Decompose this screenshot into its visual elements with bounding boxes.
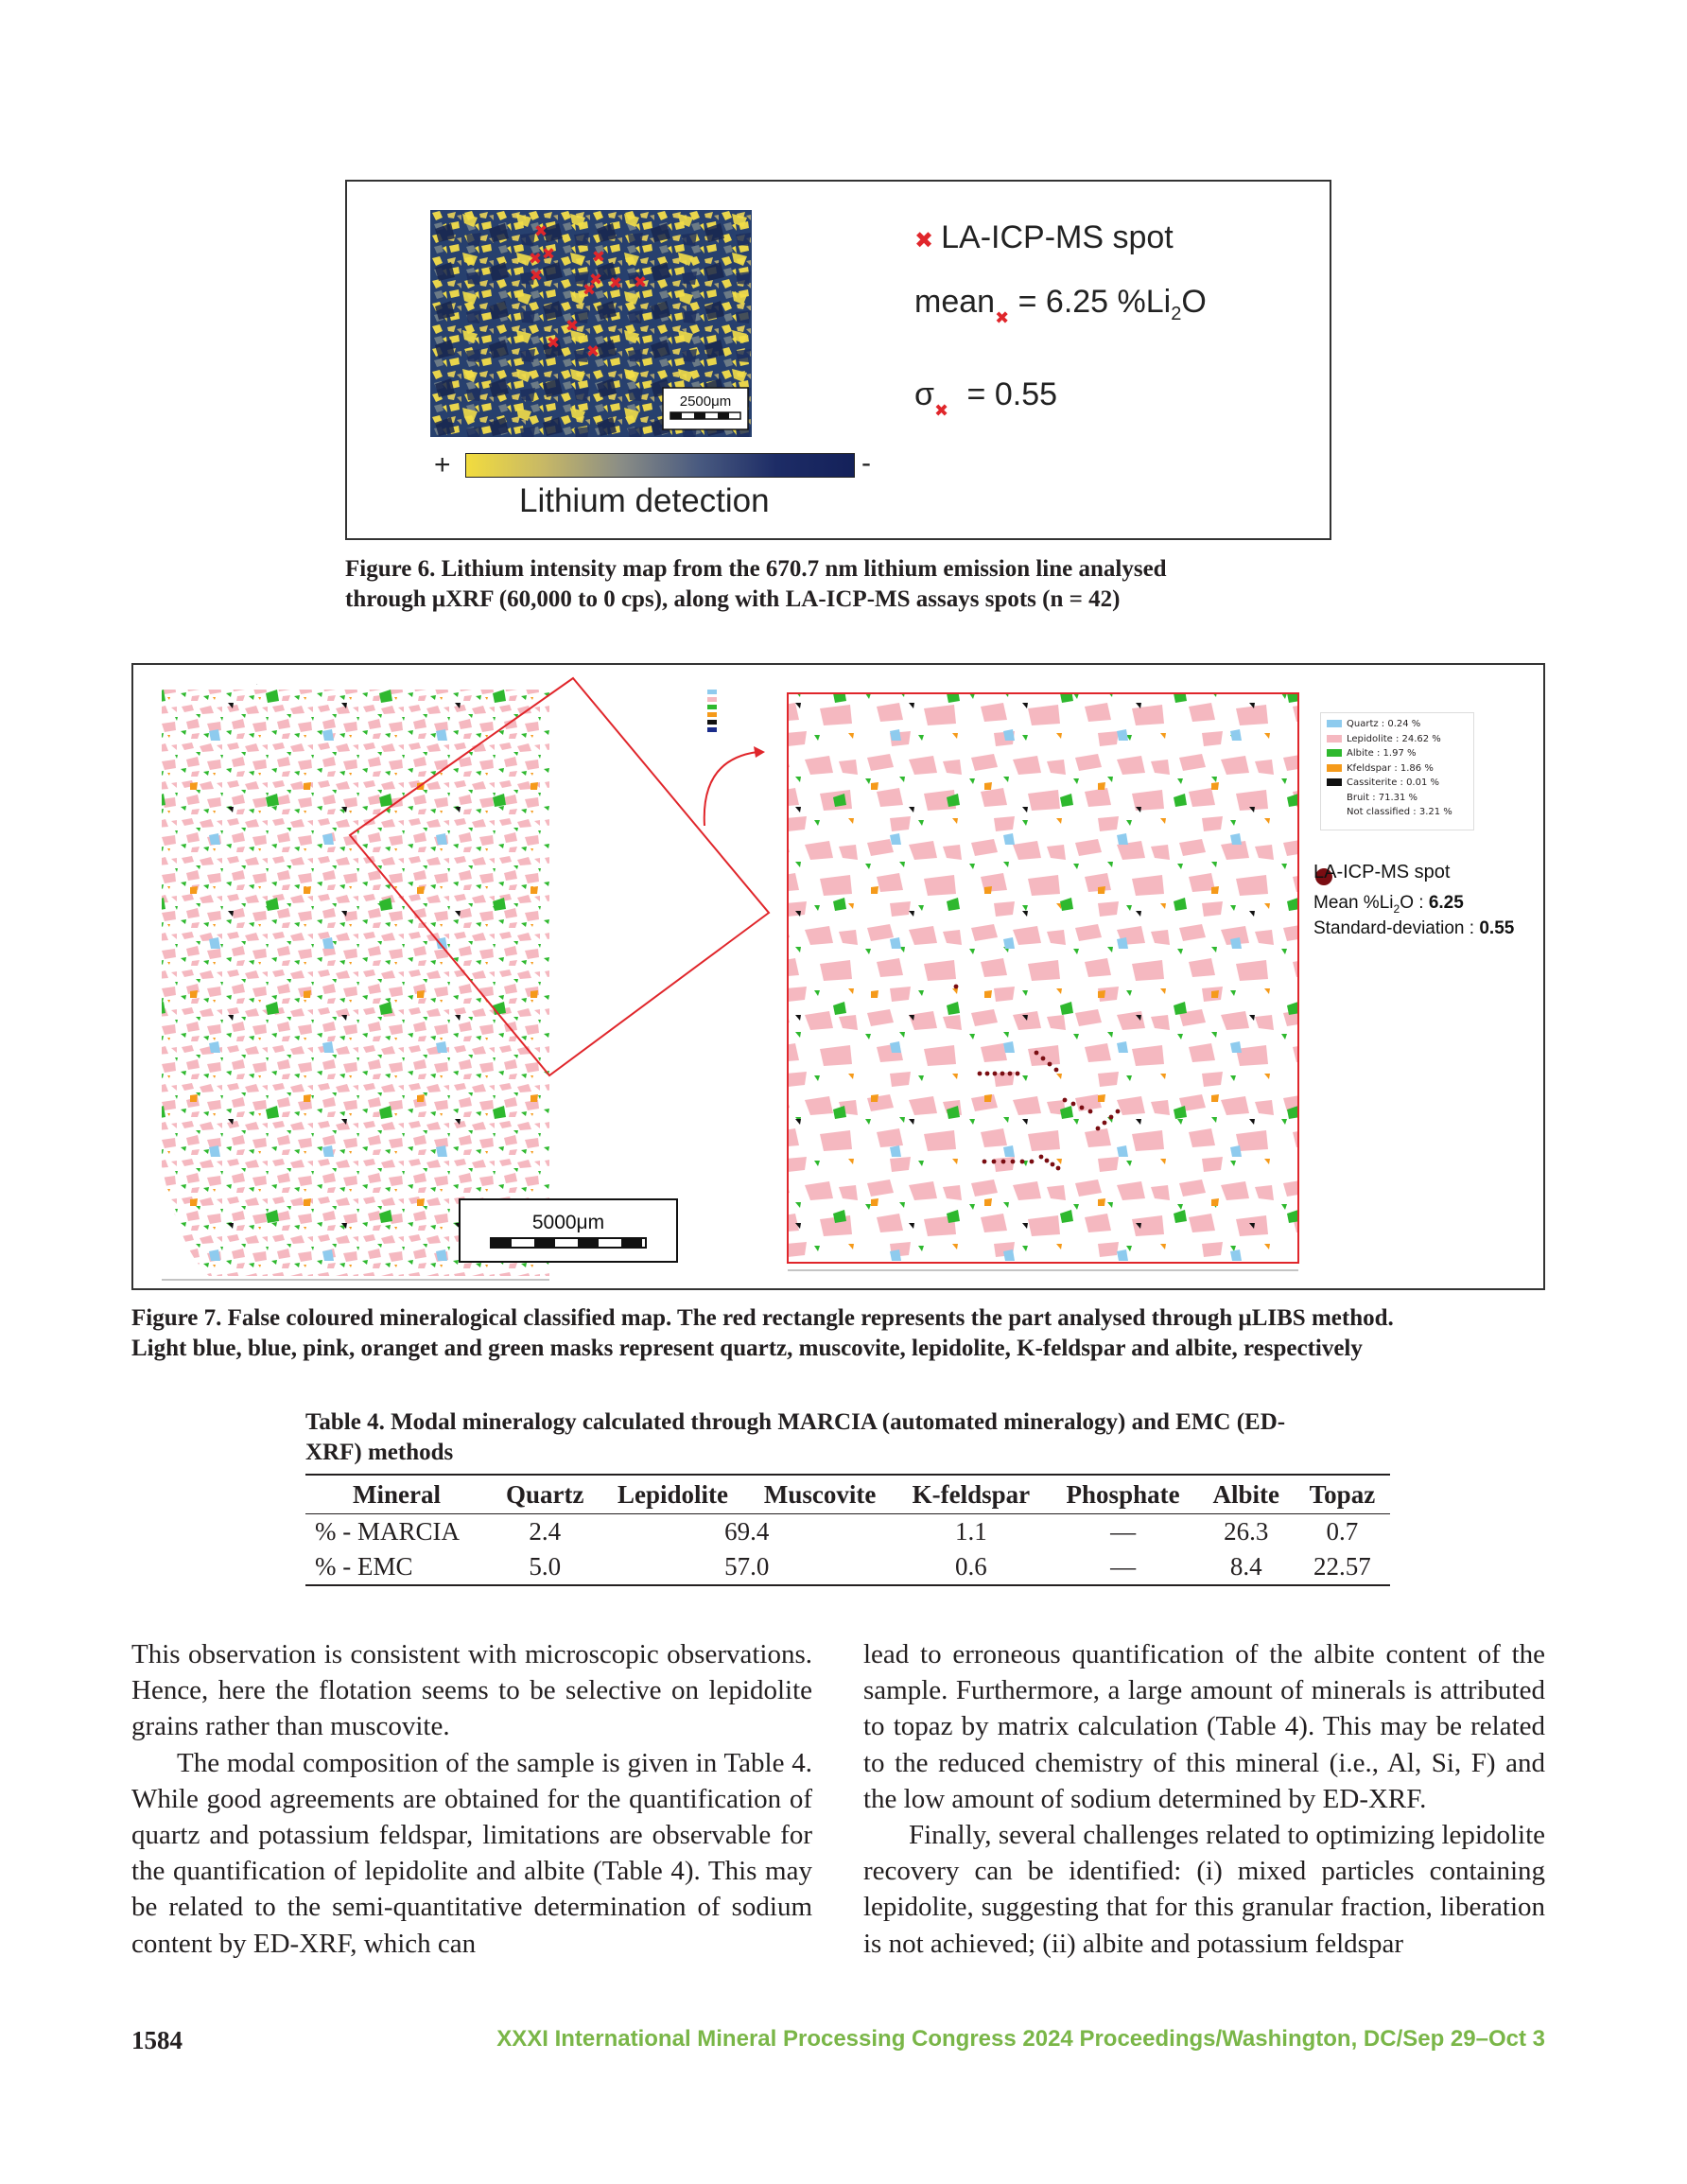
spot-marker-icon: [1063, 1098, 1068, 1103]
table-4-caption-line: XRF) methods: [305, 1440, 454, 1465]
legend-label: Kfeldspar : 1.86 %: [1347, 762, 1434, 774]
spot-marker-icon: ✖: [591, 248, 606, 267]
col-header-albite: Albite: [1212, 1479, 1279, 1509]
mean-annotation: Mean $\%Li_2O$ : 6.25: [1313, 893, 1464, 916]
spot-marker-icon: ✖: [995, 308, 1010, 327]
legend-label: Albite : 1.97 %: [1347, 748, 1417, 759]
spot-marker-icon: ✖: [582, 281, 597, 300]
sigma-symbol: σ: [914, 376, 934, 412]
col-header-mineral: Mineral: [353, 1479, 441, 1509]
scale-bar-label: 2500μm: [679, 393, 732, 410]
cell-albite: 8.4: [1229, 1552, 1262, 1581]
legend-entry: [1327, 791, 1468, 806]
cell-kfeldspar: 0.6: [955, 1552, 987, 1581]
cell-quartz: 5.0: [529, 1552, 562, 1581]
figure-7: [131, 663, 1545, 1290]
spot-legend-label: LA-ICP-MS spot: [1313, 862, 1451, 882]
row-label: % - MARCIA: [315, 1517, 460, 1546]
legend-label: Bruit : 71.31 %: [1347, 792, 1418, 803]
arrow-head-icon: [754, 746, 765, 758]
spot-marker-icon: [1071, 1102, 1076, 1107]
page-number: 1584: [131, 2026, 183, 2054]
cell-quartz: 2.4: [529, 1517, 562, 1546]
spot-marker-icon: [1103, 1121, 1107, 1126]
spot-marker-icon: [1011, 1160, 1016, 1164]
mean-value: = 6.25 %Li: [1017, 284, 1172, 320]
spot-marker-icon: [993, 1072, 998, 1076]
zoom-arrow: [704, 752, 757, 826]
mineral-legend: [1320, 712, 1474, 830]
legend-swatch: [1327, 764, 1342, 772]
paragraph: Finally, several challenges related to optimizing lepidolite recovery can be identified: (i) mixed particles containing lepidolite, suggesting that for this granular fraction, liberation is not achieved; (ii) albite and potassium feldspar: [863, 1820, 1545, 1959]
colorbar-plus: +: [434, 449, 451, 480]
cell-topaz: 0.7: [1326, 1517, 1359, 1546]
spot-marker-icon: [1000, 1072, 1005, 1076]
spot-marker-icon: [1020, 1160, 1025, 1164]
spot-marker-icon: [1035, 1051, 1039, 1056]
colorbar-minus: -: [861, 447, 871, 479]
colorbar-label: Lithium detection: [519, 482, 770, 519]
legend-swatch: [1327, 720, 1342, 727]
spot-marker-icon: ✖: [585, 342, 600, 361]
figure-6: [345, 180, 1331, 540]
spot-marker-icon: [954, 985, 959, 989]
spot-marker-icon: ✖: [533, 222, 548, 241]
paragraph: This observation is consistent with microscopic observations. Hence, here the flotation seems to be selective on lepidolite grains rather than muscovite.: [131, 1639, 812, 1742]
table-4-caption: [305, 1407, 1285, 1468]
spot-marker-icon: ✖: [633, 273, 648, 292]
legend-entry: [1327, 776, 1468, 791]
legend-swatch: [1327, 735, 1342, 743]
col-header-kfeldspar: K-feldspar: [912, 1479, 1031, 1509]
legend-entry: [1327, 717, 1468, 732]
table-4: [305, 1474, 1390, 1586]
spot-marker-icon: [1109, 1115, 1114, 1120]
figure-6-caption-line: Figure 6. Lithium intensity map from the 670.7 nm lithium emission line analysed: [345, 556, 1167, 582]
table-4-caption-line: Table 4. Modal mineralogy calculated through MARCIA (automated mineralogy) and EMC (ED-: [305, 1409, 1286, 1435]
spot-marker-icon: [1001, 1160, 1006, 1164]
mean-prefix: mean: [914, 284, 996, 320]
spot-marker-icon: [985, 1072, 990, 1076]
scale-bar: [491, 1238, 646, 1248]
legend-swatch: [1327, 794, 1342, 801]
mean-value: 6.25: [1428, 893, 1464, 913]
spot-marker-icon: [1048, 1062, 1052, 1067]
cell-lepidolite-muscovite: 69.4: [724, 1517, 770, 1546]
spot-marker-icon: ✖: [608, 274, 623, 293]
legend-swatch: [1327, 749, 1342, 757]
spot-marker-icon: ✖: [541, 245, 556, 264]
legend-entry: [1327, 761, 1468, 777]
legend-entry: [1327, 746, 1468, 761]
paragraph: The modal composition of the sample is given in Table 4. While good agreements are obtained for the quantification of quartz and potassium feldspar, limitations are observable for the quantification of lepidolite and albite (Table 4). This may be related to the semi-quantitative determination of sodium content by ED-XRF, which can: [131, 1747, 812, 1959]
col-header-muscovite: Muscovite: [763, 1479, 877, 1509]
spot-marker-icon: [1008, 1072, 1013, 1076]
legend-label: Lepidolite : 24.62 %: [1347, 733, 1441, 744]
figure-6-caption: [345, 554, 1167, 615]
cell-phosphate: —: [1110, 1517, 1137, 1546]
svg-text:·: ·: [256, 683, 258, 688]
mean-label-suffix: O :: [1400, 893, 1429, 913]
lithium-intensity-map: [430, 210, 752, 437]
std-annotation: [1313, 918, 1514, 939]
legend-label: Quartz : 0.24 %: [1347, 719, 1421, 729]
body-right-column: [863, 1636, 1545, 1962]
figure-7-caption: [131, 1303, 1394, 1364]
spot-marker-icon: [1080, 1106, 1085, 1110]
spot-marker-icon: ✖: [546, 334, 561, 353]
table-header-row: [305, 1475, 1390, 1514]
conference-footer: XXXI International Mineral Processing Congress 2024 Proceedings/Washington, DC/Sep 29–Oct 3: [496, 2026, 1545, 2052]
spot-marker-icon: ✖: [914, 227, 934, 253]
table-row: [305, 1514, 1390, 1550]
spot-marker-icon: [1116, 1109, 1121, 1114]
figure-7-caption-line: Figure 7. False coloured mineralogical classified map. The red rectangle represents the part analysed through μLIBS method.: [131, 1305, 1394, 1331]
cell-albite: 26.3: [1224, 1517, 1269, 1546]
col-header-quartz: Quartz: [506, 1479, 584, 1509]
left-map-mini-legend: [707, 690, 717, 732]
colorbar: [465, 453, 855, 478]
spot-marker-icon: [1039, 1155, 1044, 1160]
spot-marker-icon: ✖: [933, 401, 949, 420]
spot-marker-icon: [1051, 1162, 1055, 1167]
spot-legend: [914, 219, 1174, 256]
spot-marker-icon: [983, 1160, 987, 1164]
col-header-phosphate: Phosphate: [1066, 1479, 1180, 1509]
spot-marker-icon: [1016, 1072, 1020, 1076]
cell-kfeldspar: 1.1: [955, 1517, 987, 1546]
row-label: % - EMC: [315, 1552, 413, 1581]
spot-marker-icon: [1056, 1166, 1061, 1171]
spot-marker-icon: [992, 1160, 997, 1164]
legend-swatch: [1327, 808, 1342, 815]
mean-suffix: O: [1181, 284, 1207, 320]
spot-marker-icon: [978, 1072, 983, 1076]
spot-marker-icon: [1088, 1109, 1093, 1114]
cell-phosphate: —: [1110, 1552, 1137, 1581]
std-value: 0.55: [1479, 918, 1515, 938]
legend-label: Cassiterite : 0.01 %: [1347, 778, 1440, 788]
body-left-column: [131, 1636, 812, 1962]
col-header-topaz: Topaz: [1309, 1479, 1376, 1509]
spot-marker-icon: ✖: [588, 271, 603, 289]
scale-bar: [670, 412, 740, 419]
figure-6-caption-line: through μXRF (60,000 to 0 cps), along with LA-ICP-MS assays spots (n = 42): [345, 586, 1121, 612]
spot-marker-icon: [1045, 1159, 1050, 1163]
mean-annotation: mean$_✖$ = 6.25 $\%Li_2O$: [914, 284, 1207, 327]
figure-7-caption-line: Light blue, blue, pink, oranget and green masks represent quartz, muscovite, lepidolite, K-feldspar and albite, respectively: [131, 1336, 1363, 1361]
table-row: [305, 1549, 1390, 1585]
paragraph: lead to erroneous quantification of the albite content of the sample. Furthermore, a large amount of minerals is attributed to topaz by matrix calculation (Table 4). This may be related to the reduced chemistry of this mineral (i.e., Al, Si, F) and the low amount of sodium determined by ED-XRF.: [863, 1639, 1545, 1814]
sigma-annotation: [914, 376, 1058, 420]
legend-entry: [1327, 732, 1468, 747]
legend-entry: [1327, 805, 1468, 820]
std-label: Standard-deviation :: [1313, 918, 1480, 938]
spot-marker-icon: ✖: [565, 317, 580, 336]
scale-bar-label: 5000μm: [531, 1212, 605, 1233]
spot-marker-icon: [1041, 1057, 1046, 1061]
spot-marker-icon: [1054, 1068, 1059, 1073]
sigma-value: = 0.55: [966, 376, 1058, 412]
spot-marker-icon: ✖: [529, 267, 544, 286]
spot-marker-icon: [1096, 1127, 1101, 1131]
spot-marker-icon: ✖: [528, 250, 543, 269]
col-header-lepidolite: Lepidolite: [617, 1479, 729, 1509]
legend-swatch: [1327, 778, 1342, 786]
legend-label: Not classified : 3.21 %: [1347, 807, 1452, 817]
mean-label: Mean %Li: [1313, 893, 1394, 913]
spot-legend-label: LA-ICP-MS spot: [941, 219, 1174, 255]
spot-marker-icon: [1030, 1160, 1035, 1164]
cell-topaz: 22.57: [1313, 1552, 1371, 1581]
cell-lepidolite-muscovite: 57.0: [724, 1552, 770, 1581]
